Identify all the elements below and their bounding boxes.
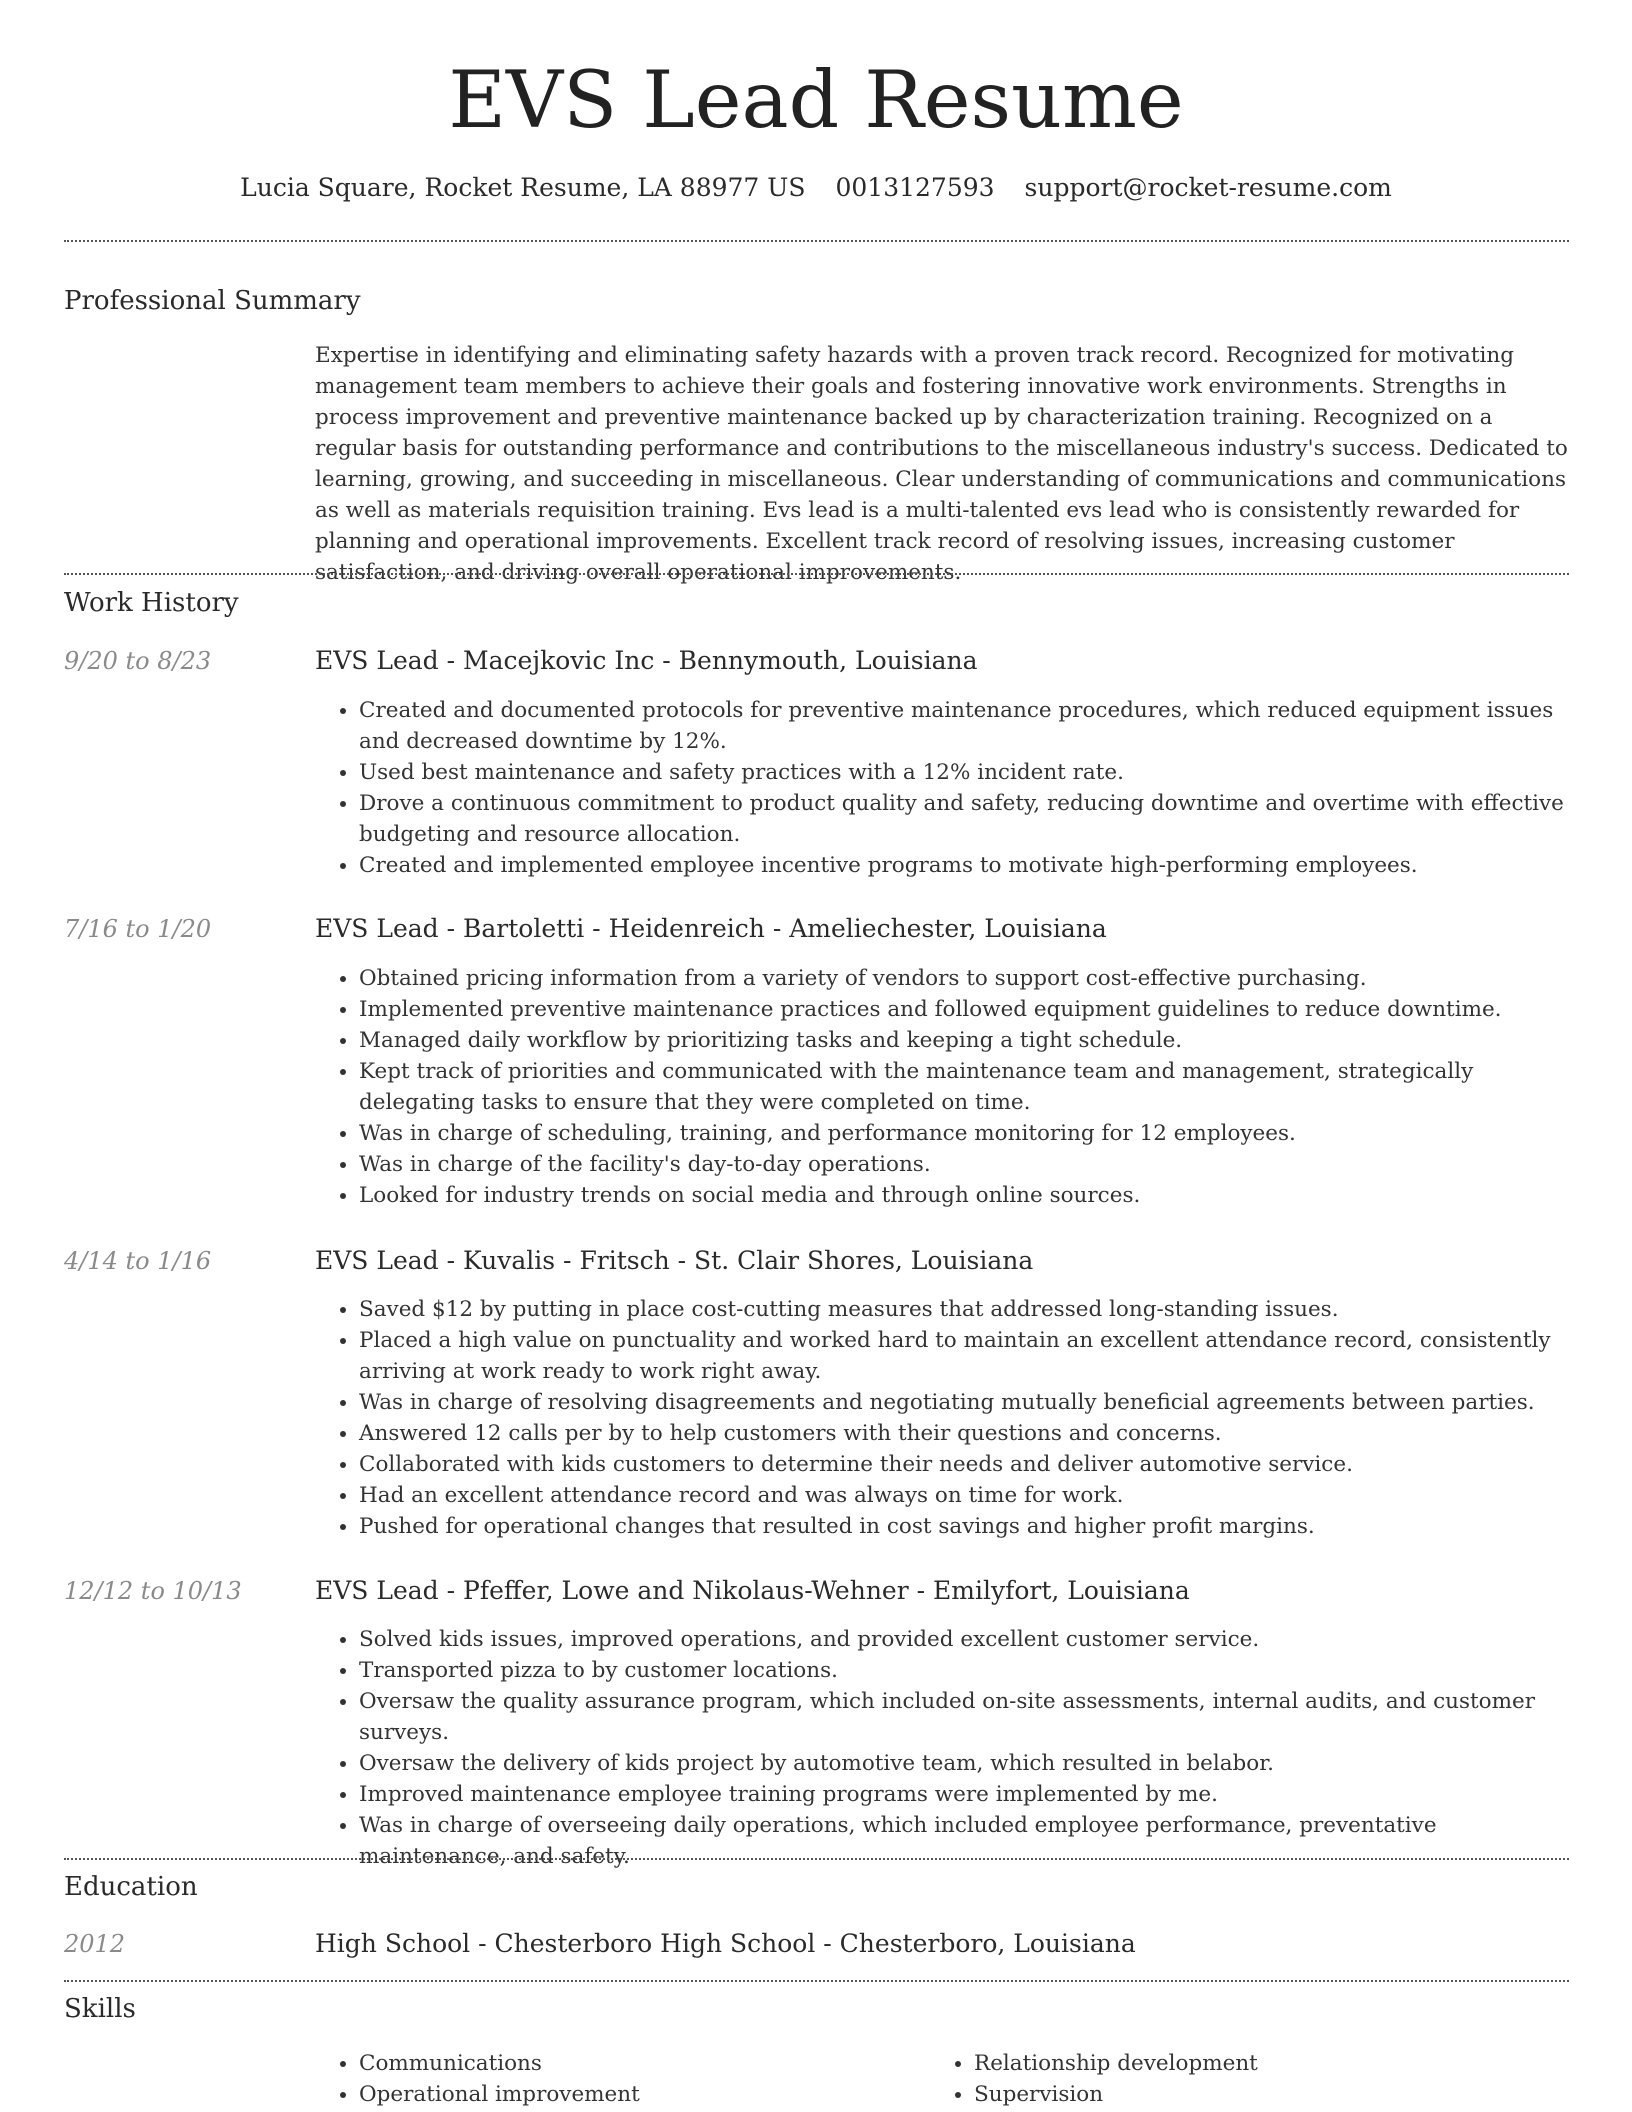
section-title-education: Education [64,1872,198,1902]
list-item: • Transported pizza to by customer locations. [359,1655,1577,1686]
list-item: • Used best maintenance and safety practices with a 12% incident rate. [359,757,1577,788]
contact-address: Lucia Square, Rocket Resume, LA 88977 US [240,173,806,202]
list-item: • Had an excellent attendance record and was always on time for work. [359,1480,1577,1511]
list-item: • Was in charge of scheduling, training, and performance monitoring for 12 employees. [359,1118,1577,1149]
contact-email: support@rocket-resume.com [1024,173,1392,202]
job-bullets [315,963,1577,1211]
list-item: • Pushed for operational changes that resulted in cost savings and higher profit margins. [359,1511,1577,1542]
job-title: EVS Lead - Pfeffer, Lowe and Nikolaus-Wehner - Emilyfort, Louisiana [315,1576,1190,1605]
skills-list-right [930,2048,1530,2110]
list-item: • Created and documented protocols for preventive maintenance procedures, which reduced equipment issues and decreased downtime by 12%. [359,695,1577,757]
list-item: • Was in charge of resolving disagreements and negotiating mutually beneficial agreements between parties. [359,1387,1577,1418]
list-item: • Looked for industry trends on social media and through online sources. [359,1180,1577,1211]
skills-list-left [315,2048,915,2110]
divider [64,573,1569,575]
list-item: • Oversaw the quality assurance program, which included on-site assessments, internal audits, and customer surveys. [359,1686,1577,1748]
skill-item: • Supervision [974,2079,1530,2110]
list-item: • Oversaw the delivery of kids project by automotive team, which resulted in belabor. [359,1748,1577,1779]
list-item: • Drove a continuous commitment to product quality and safety, reducing downtime and overtime with effective budgeting and resource allocation. [359,788,1577,850]
resume-title: EVS Lead Resume [448,54,1184,146]
list-item: • Kept track of priorities and communicated with the maintenance team and management, strategically delegating tasks to ensure that they were completed on time. [359,1056,1577,1118]
job-date: 12/12 to 10/13 [64,1577,242,1605]
job-title: EVS Lead - Kuvalis - Fritsch - St. Clair Shores, Louisiana [315,1246,1034,1275]
job-title: EVS Lead - Bartoletti - Heidenreich - Ameliechester, Louisiana [315,914,1107,943]
list-item: • Answered 12 calls per by to help customers with their questions and concerns. [359,1418,1577,1449]
job-bullets [315,1294,1577,1542]
list-item: • Collaborated with kids customers to determine their needs and deliver automotive service. [359,1449,1577,1480]
job-title: EVS Lead - Macejkovic Inc - Bennymouth, Louisiana [315,646,978,675]
job-bullets [315,1624,1577,1872]
list-item: • Implemented preventive maintenance practices and followed equipment guidelines to reduce downtime. [359,994,1577,1025]
job-bullets [315,695,1577,881]
education-entry: High School - Chesterboro High School - Chesterboro, Louisiana [315,1929,1136,1958]
divider [64,1858,1569,1860]
job-date: 4/14 to 1/16 [64,1247,212,1275]
divider [64,240,1569,242]
contact-phone: 0013127593 [835,173,995,202]
education-date: 2012 [64,1930,126,1958]
job-date: 9/20 to 8/23 [64,647,212,675]
list-item: • Was in charge of overseeing daily operations, which included employee performance, preventative maintenance, and safety. [359,1810,1577,1872]
section-title-summary: Professional Summary [64,286,361,316]
list-item: • Solved kids issues, improved operations, and provided excellent customer service. [359,1624,1577,1655]
divider [64,1980,1569,1982]
job-date: 7/16 to 1/20 [64,915,212,943]
section-title-work: Work History [64,588,239,618]
list-item: • Placed a high value on punctuality and worked hard to maintain an excellent attendance record, consistently arriving at work ready to work right away. [359,1325,1577,1387]
contact-line [0,171,1632,205]
summary-text: Expertise in identifying and eliminating safety hazards with a proven track record. Recognized for motivating management team members to achieve their goals and fostering innovative work environments. Strengths in process improvement and preventive maintenance backed up by characterization training. Recognized on a regular basis for outstanding performance and contributions to the miscellaneous industry's success. Dedicated to learning, growing, and succeeding in miscellaneous. Clear understanding of communications and communications as well as materials requisition training. Evs lead is a multi-talented evs lead who is consistently rewarded for planning and operational improvements. Excellent track record of resolving issues, increasing customer satisfaction, and driving overall operational improvements. [315,343,1568,585]
list-item: • Improved maintenance employee training programs were implemented by me. [359,1779,1577,1810]
section-title-skills: Skills [64,1994,136,2024]
list-item: • Saved $12 by putting in place cost-cutting measures that addressed long-standing issues. [359,1294,1577,1325]
list-item: • Managed daily workflow by prioritizing tasks and keeping a tight schedule. [359,1025,1577,1056]
list-item: • Obtained pricing information from a variety of vendors to support cost-effective purchasing. [359,963,1577,994]
skill-item: • Operational improvement [359,2079,915,2110]
skill-item: • Communications [359,2048,915,2079]
skill-item: • Relationship development [974,2048,1530,2079]
list-item: • Was in charge of the facility's day-to-day operations. [359,1149,1577,1180]
list-item: • Created and implemented employee incentive programs to motivate high-performing employees. [359,850,1577,881]
